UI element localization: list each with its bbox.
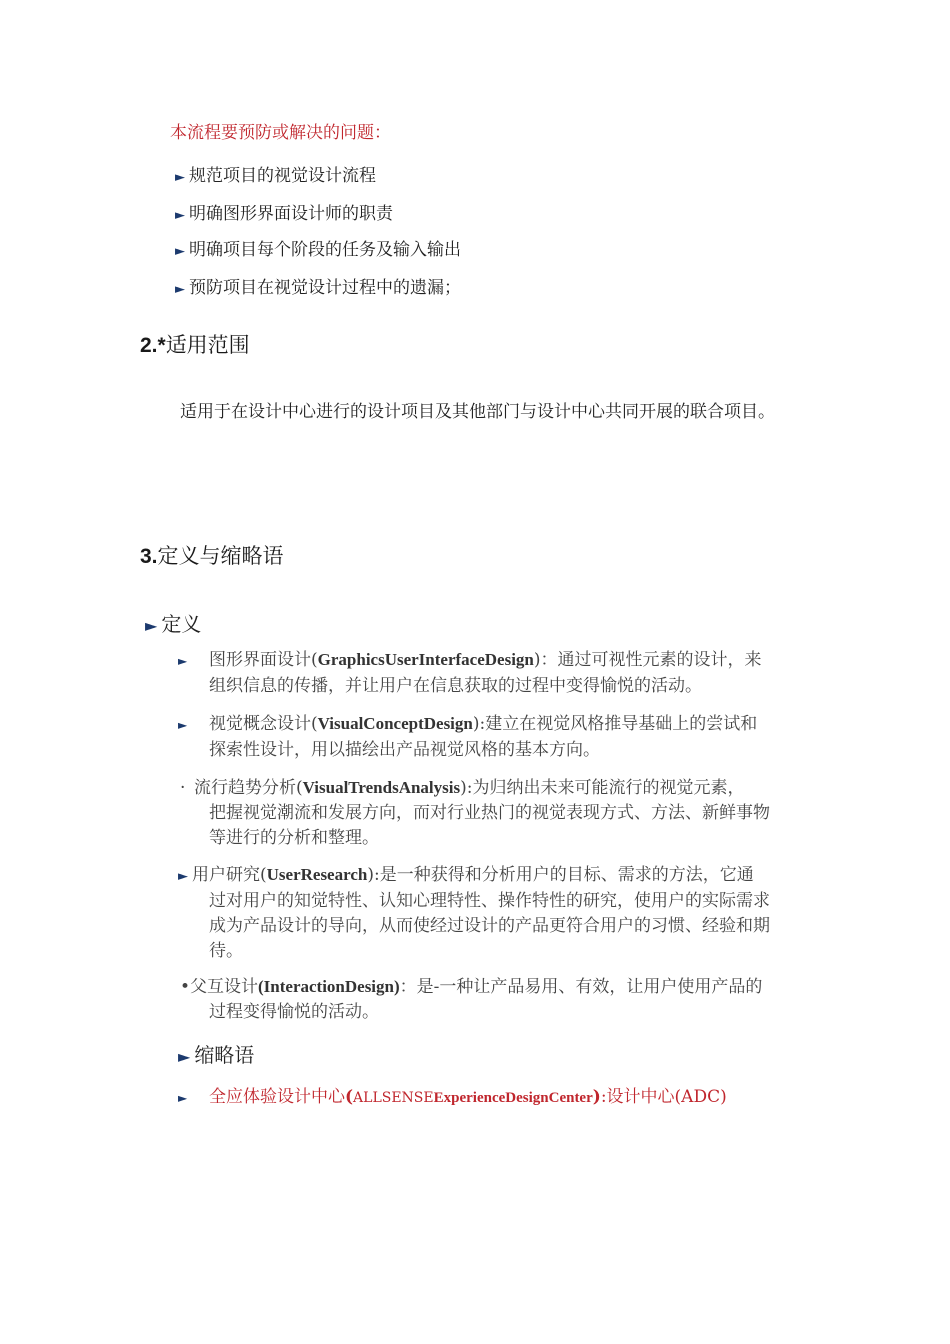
intro-item — [175, 199, 393, 224]
definition-item — [180, 974, 850, 1025]
definition-text: 把握视觉潮流和发展方向，而对行业热门的视觉表现方式、方法、新鲜事物 — [209, 803, 770, 823]
abbreviations-heading — [178, 1039, 254, 1068]
abbreviation-text: ) — [592, 1087, 601, 1107]
triangle-bullet-icon: ► — [175, 170, 185, 185]
triangle-bullet-icon: ► — [178, 869, 188, 884]
definition-term: VisualConceptDesign — [317, 714, 473, 733]
definition-text: 视觉概念设计( — [209, 714, 318, 734]
definition-text: )：通过可视性元素的设计，来 — [533, 650, 762, 670]
definition-item — [178, 711, 848, 763]
definition-text: 探索性设计，用以描绘出产品视觉风格的基本方向。 — [209, 740, 600, 760]
definition-text: 等进行的分析和整理。 — [209, 828, 379, 848]
definition-text: 过对用户的知觉特性、认知心理特性、操作特性的研究，使用户的实际需求 — [209, 891, 770, 911]
dot-bullet-icon: · — [180, 778, 186, 798]
abbreviation-text: :设计中心(ADC) — [600, 1087, 727, 1107]
section-2-heading — [140, 329, 250, 359]
definition-item — [178, 647, 848, 699]
definition-text: ):是一种获得和分析用户的目标、需求的方法，它通 — [367, 865, 754, 885]
definition-text: ):建立在视觉风格推导基础上的尝试和 — [472, 714, 758, 734]
abbreviation-term: ExperienceDesignCenter — [433, 1090, 593, 1106]
definition-text: ：是-一种让产品易用、有效，让用户使用产品的 — [399, 977, 763, 997]
definition-term: VisualTrendsAnalysis — [302, 778, 461, 797]
triangle-bullet-icon: ► — [178, 718, 188, 732]
section-number: 2.* — [140, 334, 166, 357]
definitions-heading-text: 定义 — [161, 612, 202, 636]
abbreviation-brand: ALLSENSE — [353, 1090, 434, 1106]
definition-text: 流行趋势分析( — [194, 778, 303, 798]
triangle-bullet-icon: ► — [145, 616, 158, 635]
definition-term: (InteractionDesign) — [258, 977, 400, 996]
abbreviations-heading-text: 缩略语 — [194, 1043, 255, 1067]
triangle-bullet-icon: ► — [175, 208, 185, 223]
triangle-bullet-icon: ► — [178, 1047, 191, 1066]
triangle-bullet-icon: ► — [175, 282, 185, 297]
triangle-bullet-icon: ► — [175, 244, 185, 259]
intro-item-text: 预防项目在视觉设计过程中的遗漏； — [189, 278, 461, 298]
abbreviation-item — [178, 1082, 727, 1107]
intro-item — [175, 235, 461, 260]
intro-item-text: 明确图形界面设计师的职责 — [189, 204, 393, 224]
definition-text: 父互设计 — [190, 977, 258, 997]
intro-item-text: 明确项目每个阶段的任务及输入输出 — [189, 240, 461, 260]
definition-term: GraphicsUserInterfaceDesign — [317, 650, 534, 669]
definition-text: 用户研究( — [192, 865, 267, 885]
intro-item-text: 规范项目的视觉设计流程 — [189, 166, 376, 186]
definition-text: 过程变得愉悦的活动。 — [209, 1002, 379, 1022]
definition-text: 组织信息的传播，并让用户在信息获取的过程中变得愉悦的活动。 — [209, 676, 702, 696]
definition-term: UserResearch — [266, 865, 368, 884]
definition-item — [180, 775, 850, 851]
definition-text: 图形界面设计( — [209, 650, 318, 670]
definition-text: ):为归纳出未来可能流行的视觉元素， — [460, 778, 745, 798]
intro-title: 本流程要预防或解决的问题： — [170, 123, 391, 143]
intro-item — [175, 161, 376, 186]
triangle-bullet-icon: ► — [178, 1091, 188, 1105]
definition-text: 待。 — [209, 941, 243, 961]
section-title: 定义与缩略语 — [157, 544, 284, 568]
definition-item — [178, 862, 848, 964]
abbreviation-text: ( — [345, 1087, 354, 1107]
section-title: 适用范围 — [165, 333, 250, 357]
dot-bullet-icon: • — [180, 977, 191, 997]
intro-item — [175, 273, 461, 298]
abbreviation-text: 全应体验设计中心 — [209, 1087, 345, 1107]
definitions-heading — [145, 608, 201, 637]
section-2-body: 适用于在设计中心进行的设计项目及其他部门与设计中心共同开展的联合项目。 — [180, 402, 775, 422]
section-number: 3. — [140, 545, 158, 568]
triangle-bullet-icon: ► — [178, 654, 188, 668]
section-3-heading — [140, 540, 284, 570]
definition-text: 成为产品设计的导向，从而使经过设计的产品更符合用户的习惯、经验和期 — [209, 916, 770, 936]
